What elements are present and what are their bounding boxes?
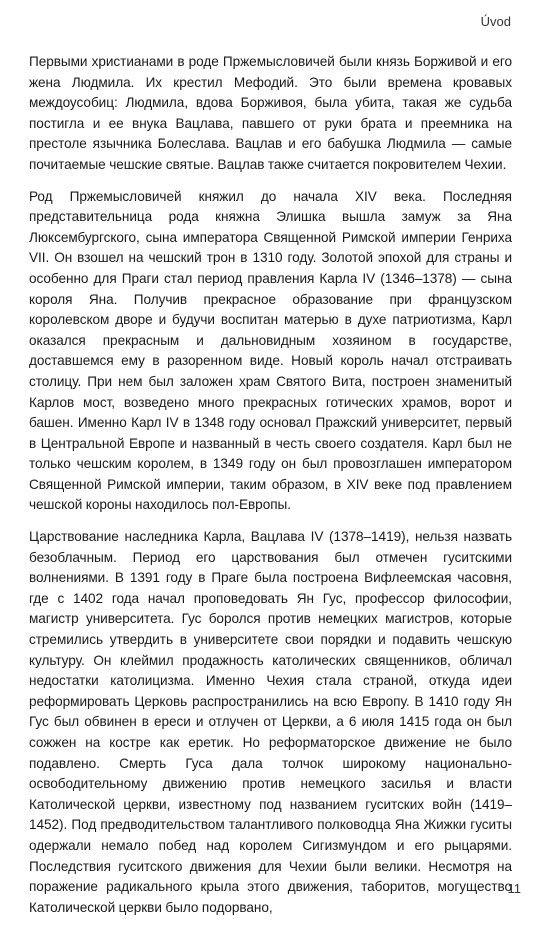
page-number: 11: [507, 881, 521, 896]
paragraph-1: Первыми христианами в роде Пржемысловичей были князь Борживой и его жена Людмила. Их крестил Мефодий. Это были времена кровавых междоусобиц: Людмила, вдова Борживоя, была убита, такая же судьба постигла и ее внука Вацлава, павшего от руки брата и преемника на престоле язычника Болеслава. Вацлав и его бабушка Людмила — самые почитаемые чешские святые. Вацлав также считается покровителем Чехии.: [29, 54, 512, 172]
paragraph-2: Род Пржемысловичей княжил до начала XIV века. Последняя представительница рода княжна Элишка вышла замуж за Яна Люксембургского, сына императора Священной Римской империи Генриха VII. Он взошел на чешский трон в 1310 году. Золотой эпохой для страны и особенно для Праги стал период правления Карла IV (1346–1378) — сына короля Яна. Получив прекрасное образование при французском королевском дворе и будучи воспитан матерью в духе патриотизма, Карл оказался прекрасным и дальновидным хозяином в государстве, доставшемся ему в разоренном виде. Новый король начал отстраивать столицу. При нем был заложен храм Святого Вита, построен знаменитый Карлов мост, возведено много прекрасных готических храмов, ворот и башен. Именно Карл IV в 1348 году основал Пражский университет, первый в Центральной Европе и названный в честь своего создателя. Карл был не только чешским королем, в 1349 году он был провозглашен императором Священной Римской империи, таким образом, в XIV веке под правлением чешской короны находилось пол-Европы.: [29, 188, 512, 513]
text-body: [29, 52, 512, 929]
paragraph-3: Царствование наследника Карла, Вацлава IV (1378–1419), нельзя назвать безоблачным. Период его царствования был отмечен гуситскими волнениями. В 1391 году в Праге была построена Вифлеемская часовня, где с 1402 года начал проповедовать Ян Гус, профессор философии, магистр университета. Гус боролся против немецких магистров, которые стремились утвердить в университете свои порядки и подавить чешскую культуру. Он клеймил продажность католических священников, обличал недостатки католицизма. Именно Чехия стала страной, откуда идеи реформировать Церковь распространились на всю Европу. В 1410 году Ян Гус был обвинен в ереси и отлучен от Церкви, а 6 июля 1415 года он был сожжен на костре как еретик. Но реформаторское движение не было подавлено. Смерть Гуса дала толчок широкому национально-освободительному движению против немецкого засилья и власти Католической церкви, известному под названием гуситских войн (1419–1452). Под предводительством талантливого полководца Яна Жижки гуситы одержали немало побед над королем Сигизмундом и его рыцарями. Последствия гуситского движения для Чехии были велики. Несмотря на поражение радикального крыла этого движения, таборитов, могущество Католической церкви было подорвано,: [29, 529, 512, 915]
running-head: Úvod: [480, 14, 511, 29]
